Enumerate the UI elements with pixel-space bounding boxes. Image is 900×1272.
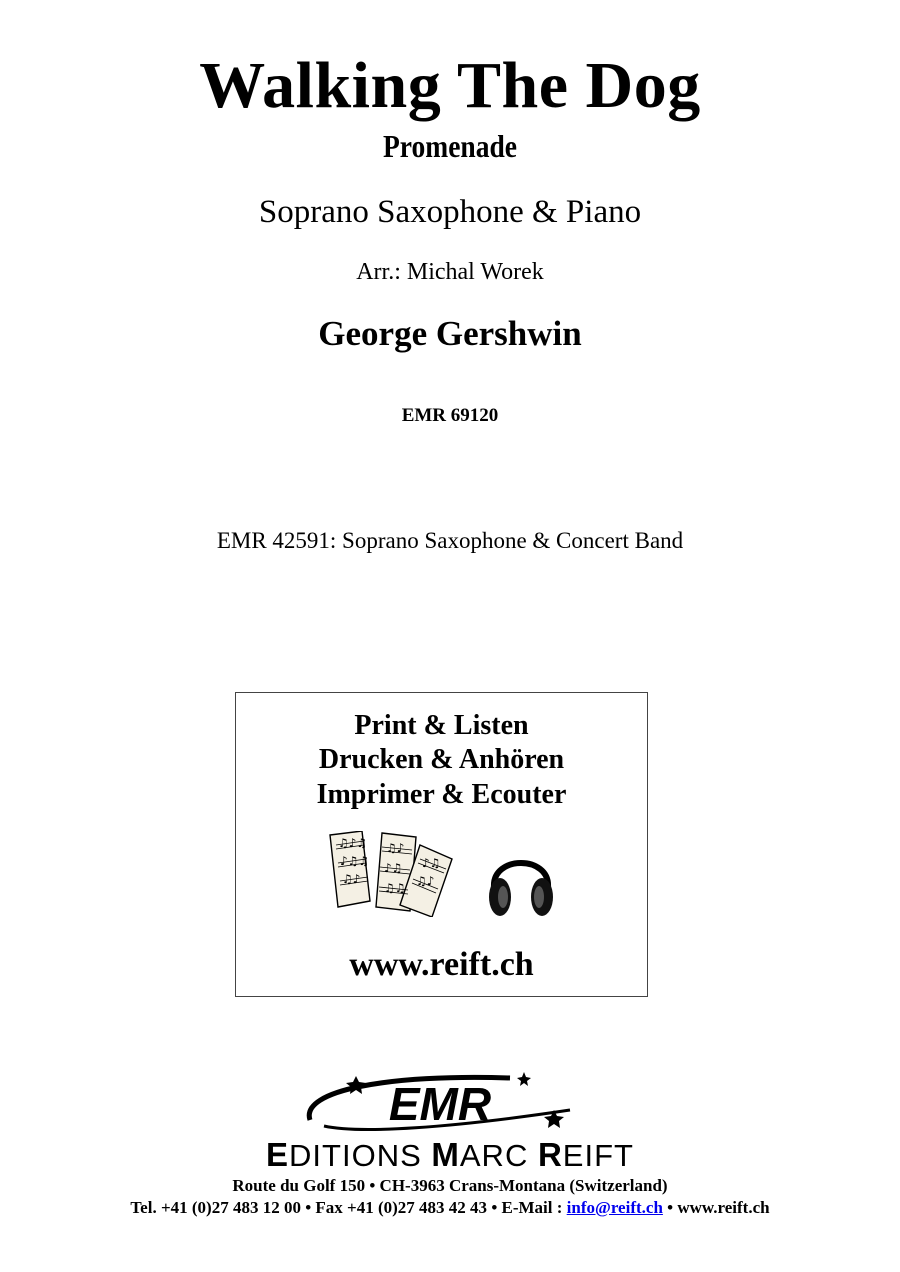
composer: George Gershwin — [318, 314, 582, 353]
svg-text:♫♪: ♫♪ — [342, 872, 361, 886]
publisher-name-part: R — [537, 1136, 563, 1173]
publisher-contact: Tel. +41 (0)27 483 12 00 • Fax +41 (0)27 483 42 43 • E-Mail : info@reift.ch • www.reift.ch — [130, 1198, 770, 1217]
publisher-name-part: M — [431, 1136, 460, 1173]
email-link[interactable]: info@reift.ch — [566, 1198, 663, 1217]
svg-text:♫♪: ♫♪ — [416, 874, 435, 888]
subtitle: Promenade — [382, 128, 517, 164]
title: Walking The Dog — [199, 49, 701, 122]
publisher-name — [0, 1137, 900, 1174]
promo-line-german: Drucken & Anhören — [318, 744, 565, 775]
headphones-icon — [486, 843, 556, 921]
svg-text:♪♫: ♪♫ — [384, 861, 403, 875]
catalog-number: EMR 69120 — [401, 405, 499, 426]
publisher-name-part: EIFT — [562, 1138, 634, 1173]
emr-logo — [300, 1068, 580, 1136]
svg-text:♪♫: ♪♫ — [422, 856, 441, 870]
promo-website: www.reift.ch — [349, 946, 534, 983]
svg-text:♪♫♫: ♪♫♫ — [340, 854, 370, 868]
publisher-name-part: ARC — [459, 1138, 538, 1173]
email-label: E-Mail : — [501, 1198, 563, 1217]
svg-text:♫♪: ♫♪ — [386, 841, 405, 855]
sheet-music-icon — [328, 831, 456, 917]
emr-logo-text: EMR — [388, 1078, 492, 1130]
promo-line-french: Imprimer & Ecouter — [316, 779, 567, 810]
alternate-edition: EMR 42591: Soprano Saxophone & Concert Band — [216, 528, 684, 553]
svg-text:♫♪♫: ♫♪♫ — [338, 836, 368, 850]
publisher-name-part: DITIONS — [289, 1138, 432, 1173]
arranger: Arr.: Michal Worek — [356, 259, 544, 285]
fax: Fax +41 (0)27 483 42 43 — [315, 1198, 488, 1217]
publisher-address: Route du Golf 150 • CH-3963 Crans-Montana (Switzerland) — [232, 1176, 668, 1195]
telephone: Tel. +41 (0)27 483 12 00 — [130, 1198, 301, 1217]
website: www.reift.ch — [677, 1198, 770, 1217]
instrumentation: Soprano Saxophone & Piano — [258, 194, 642, 230]
publisher-name-part: E — [266, 1136, 290, 1173]
print-listen-box — [235, 692, 648, 997]
svg-text:♫♫: ♫♫ — [384, 881, 406, 895]
promo-line-english: Print & Listen — [354, 710, 529, 741]
